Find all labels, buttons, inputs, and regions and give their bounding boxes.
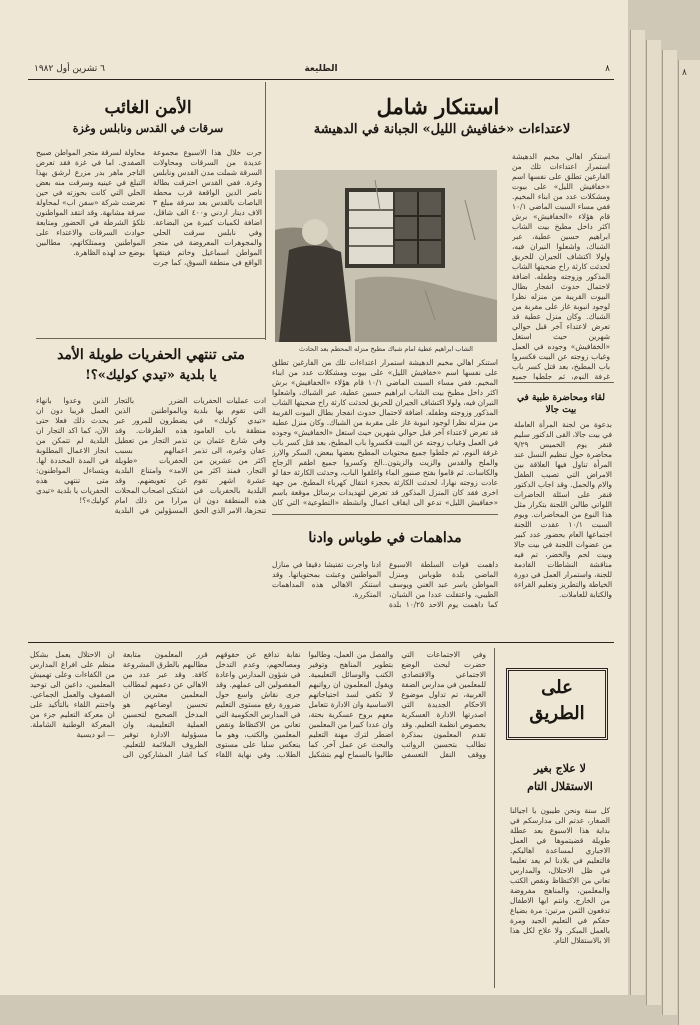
health-headline: لقاء ومحاضرة طبية في بيت جالا (517, 393, 605, 415)
main-article-col1: استنكر اهالي مخيم الدهيشة استمرار اعتداءات تلك من الفارغين تطلق على نفسها اسم «خفافيش الليل» على بيوت ومشكلات عدد من ابناء المخيم. ففي مساء السبت الماضي ١٠/١ قام هؤلاء «الخفافيش» برش اكثر داخل مطبخ بيت الشاب ابراهيم حسين عطية، عبر الشباك، واشعلوا النيران فيه، ولولا اكتشاف الجيران للحريق لحدثت كارثة راح ضحيتها الشاب المذكور وزوجته وطفله. اضافة لاحتمال حدوث انفجار بطال البيوت القريبة من منزله نظرا لوجود انبوبة غاز على مقربة من الشباك. وكان منزل عطية قد تعرض لاعتداء آخر قبل حوالي شهرين حيث استغل «الخفافيش» وجوده في العمل وغياب زوجته عن البيت فكسروا باب المطبخ، بعد قتل كسر باب غرفة النوم، ثم جلطوا جميع (512, 152, 610, 380)
right-page-number: ٨ (682, 68, 687, 78)
news-photo (275, 170, 497, 342)
box-line1: على (541, 677, 573, 698)
main-headline-line1: استنكار شامل (376, 94, 500, 119)
excavations-headline-line1: متى تنتهي الحفريات طويلة الأمد (57, 347, 245, 363)
photo-caption: الشاب ابراهيم عطية امام شباك مطبخ منزله المحطم بعد الحادث (299, 345, 473, 353)
road-headline-line1: لا علاج بغير (534, 762, 586, 775)
column-divider (265, 82, 266, 340)
security-headline-line2: سرقات في القدس ونابلس وغزة (72, 122, 224, 135)
road-article-text: كل سنة ونحن طيبون يا اجيالنا الصغار، عدتم الى مدارسكم في بداية هذا الاسبوع بعد عطلة طويلة قضيتموها في العمل الاجباري لمساعدة اهاليكم. فالتعليم في بلادنا لم يعد تعليما في ظل الاحتلال، والمدارس تعاني من الاكتظاظ ونقص الكتب والمعلمين، والمناهج مفروضة من الخارج. وانتم ايها الاطفال تدفعون الثمن مرتين: مرة بضياع حقكم في التعليم الجيد ومرة بالعمل المبكر. ولا علاج لكل هذا الا بالاستقلال التام. (510, 806, 610, 945)
excavations-headline-line2: يا بلدية «تيدي كوليك»؟! (85, 368, 217, 383)
security-article-text: جرت خلال هذا الاسبوع مجموعة عديدة من السرقات ومحاولات السرقة شملت مدن القدس ونابلس وغزة. ففي القدس احترقت بطالة ناصر الدين الواقعة قرب محطة الباصات بالقدس بعد سرقة مبلغ ٣ الاف دينار اردني و٤٠٠ الف شاقل، اضافة لكميات كبيرة من البضاعة. وفي نابلس سرقت الحلي والمجوهرات المعروضة في متجر المواطن اسماعيل وخاتم فيتقها الواقع في منطقة السوق، كما جرت محاولة لسرقة متجر المواطن صبيح الصفدي. اما في غزة فقد تعرض التاجر ماهر بدر مزرع لرشق بهذا التبلغ في عينيه وسرقت منه بعض الحلي التي كانت بحوزته في حين تعرضت شركة «سفن اب» لمحاولة سرقة مشابهة. وقد انتقد المواطنون تلكؤ الشرطة في الحضور ومتابعة حوادث السرقات والاعتداء على المواطنين وممتلكاتهم، مطالبين بوضع حد لهذه الظاهرة. (36, 148, 262, 267)
education-article-text: وفي الاجتماعات التي حضرت لبحث الوضع الاجتماعي والاقتصادي للمعلمين في مدارس الضفة الغربية، تم تداول موضوع الاحكام الجديدة التي اصدرتها الادارة العسكرية بخصوص انظمة التعليم. وقد تقدم المعلمون بمذكرة تطالب بتحسين الرواتب ووقف النقل التعسفي والفصل من العمل، وطالبوا بتطوير المناهج وتوفير الكتب والوسائل التعليمية. ويقول المعلمون ان رواتبهم لا تكفي لسد احتياجاتهم الاساسية وان الادارة تتعامل معهم بروح عسكرية بحتة، وان عددا كبيرا من المعلمين اضطر لترك مهنة التعليم والبحث عن عمل آخر. كما طالبوا بالسماح لهم بتشكيل نقابة تدافع عن حقوقهم ومصالحهم، وعدم التدخل في شؤون المدارس واعادة المفصولين الى عملهم. وقد جرى نقاش واسع حول ضرورة رفع مستوى التعليم في المدارس الحكومية التي تعاني من الاكتظاظ ونقص المعلمين والكتب، وهو ما ينعكس سلبا على مستوى الطلاب. وفي نهاية اللقاء قرر المعلمون متابعة مطالبهم بالطرق المشروعة كافة. وقد عبر عدد من الاهالي عن دعمهم لمطالب المعلمين معتبرين ان تحسين اوضاعهم هو المدخل الصحيح لتحسين العملية التعليمية، وان مسؤولية الادارة توفير الظروف الملائمة للتعليم. كما اشار المشاركون الى ان الاحتلال يعمل بشكل منظم على افراغ المدارس من الكفاءات وعلى تهميش المعلمين، داعين الى توحيد الصفوف والعمل الجماعي. واختتم اللقاء بالتأكيد على ان معركة التعليم جزء من المعركة الوطنية الشاملة. — ابو ديسية (30, 650, 486, 759)
section-divider (272, 514, 498, 515)
excavations-article-text: ادت عمليات الحفريات التي تقوم بها بلدية «تيدي كوليك» في منطقة باب العامود وفي شارع عثمان بن عفان وغيره، الى تذمر اكثر من عشرين من التجار. فمنذ اكثر من عشرة اشهر تقوم البلدية بالحفريات في هذه المنطقة دون ان تنجزها، الامر الذي الحق الضرر بالتجار وبالمواطنين الذين يضطرون للمرور عبر هذه الطرقات. وقد تذمر التجار من تعطيل اعمالهم بسبب الحفريات «طويلة الامد» وامتناع البلدية عن تعويضهم. وقد اشتكى اصحاب المحلات مرارا من ذلك امام المسؤولين في البلدية الذين وعدوا بانهاء العمل قريبا دون ان يحدث ذلك فعلا حتى الآن، كما اكد التجار ان البلدية لم تتمكن من انجاز الاعمال المطلوبة في المدة المحددة لها. ويتساءل المواطنون: متى تنتهي هذه الحفريات يا بلدية «تيدي كوليك»؟! (36, 396, 266, 515)
section-divider (514, 382, 614, 383)
page-edge (678, 60, 700, 1025)
page-edge (630, 30, 645, 995)
masthead (28, 64, 614, 78)
photo-illustration (275, 170, 497, 342)
section-divider (36, 338, 266, 339)
page-edge (662, 50, 677, 1015)
main-article-col2: استنكر اهالي مخيم الدهيشة استمرار اعتداءات تلك من الفارغين تطلق على نفسها اسم «خفافيش الليل» على بيوت ومشكلات عدد من ابناء المخيم. ففي مساء السبت الماضي ١٠/١ قام هؤلاء «الخفافيش» برش اكثر داخل مطبخ بيت الشاب ابراهيم حسين عطية، عبر الشباك، واشعلوا النيران فيه، ولولا اكتشاف الجيران للحريق لحدثت كارثة راح ضحيتها الشاب المذكور وزوجته وطفله. اضافة لاحتمال حدوث انفجار بطال البيوت القريبة من منزله نظرا لوجود انبوبة غاز على مقربة من الشباك. وكان منزل عطية قد تعرض لاعتداء آخر قبل حوالي شهرين حيث استغل «الخفافيش» وجوده في العمل وغياب زوجته عن البيت فكسروا باب المطبخ، بعد قتل كسر باب غرفة النوم، ثم جلطوا جميع محتويات المطبخ بعضها ببعض، السكر والارز والملح والقدس والزيت والزيتون..الخ وكسروا جميع اطقم الزجاج والكاسات. ثم قاموا بفتح صنبور الماء واغلقوا الباب، وحدثت الكارثة حقا لو عادت زوجته نهارا، لحدثت الكارثة بحجزء انتقال كهرباء المطبخ. من جهة اخرى فقد كان المنزل المذكور قد تعرض لتهديدات برسائل موقعة باسم «خفافيش الليل» تدعو الى ايقاف اعمال وانشطة «التطوعية» التي كان (272, 358, 498, 507)
road-headline-line2: الاستقلال التام (527, 780, 593, 793)
security-headline-line1: الأمن الغائب (104, 98, 192, 118)
page-number: ٨ (605, 64, 610, 74)
masthead-rule (28, 79, 614, 80)
on-the-road-box (506, 668, 608, 740)
section-divider (28, 642, 614, 643)
issue-date: ٦ تشرين أول ١٩٨٢ (34, 64, 106, 74)
page-edge (646, 40, 661, 1005)
newspaper-name: الطليعة (304, 64, 338, 74)
box-line2: الطريق (529, 703, 585, 724)
main-headline-line2: لاعتداءات «خفافيش الليل» الجبانة في الدهيشة (313, 122, 571, 137)
demo-headline: مداهمات في طوباس وادنا (308, 530, 462, 546)
health-article-text: بدعوة من لجنة المرأة العاملة في بيت جالا، القى الدكتور سليم قنقر يوم الخميس ٩/٢٩ محاضرة حول تنظيم النسل عند المرأة تناول فيها العلاقة بين الامراض التي تصيب الطفل والام والحمل. وقد اجاب الدكتور قنقر على اسئلة الحاضرات اللواتي طالبن اللجنة بتكرار مثل هذا النوع من المحاضرات. ويوم السبت ١٠/١ عقدت اللجنة اجتماعها العام بحضور عدد كبير من عضوات اللجنة في بيت جالا وبيت لحم والخضر، تم فيه مناقشة النشاطات القادمة للجنة، واستمرار العمل في دورة الخياطة والتطريز وتعليم القراءة والكتابة للعاملات. (514, 420, 612, 599)
column-divider (494, 648, 495, 988)
demo-article-text: داهمت قوات السلطة الاسبوع الماضي بلدة طوباس ومنزل المواطن ياسر عبد الغني ويوسف الطيبي، واعتقلت عددا من الشبان، كما داهمت يوم الاحد ١٠/٢٥ بلدة ادنا واجرت تفتيشا دقيقا في منازل المواطنين وعبثت بمحتوياتها. وقد استنكر الاهالي هذه المداهمات المتكررة. (272, 560, 498, 609)
